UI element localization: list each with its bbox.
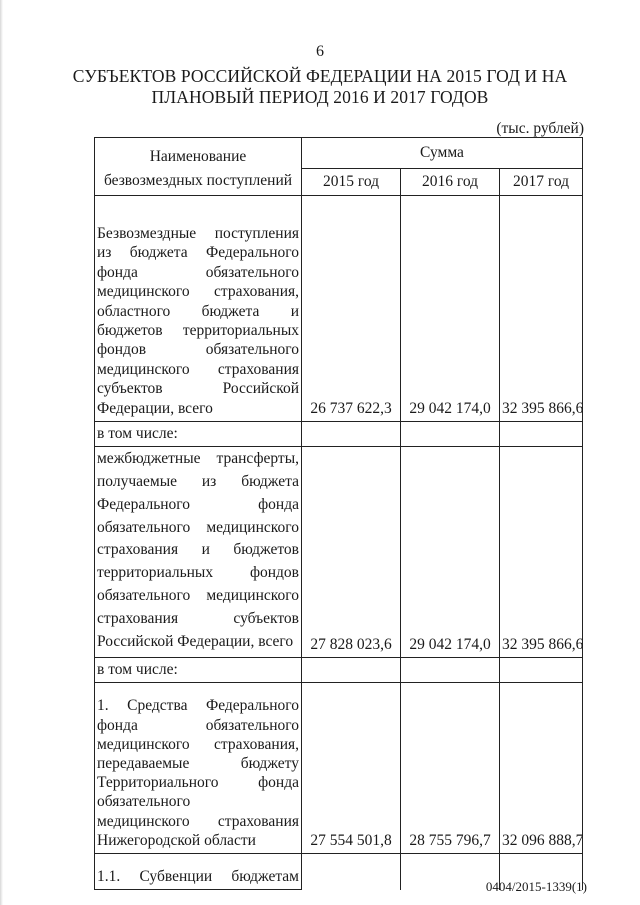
desc-line: передаваемые бюджету [97,754,299,772]
table-row [95,422,583,447]
empty-cell [302,658,401,683]
desc-line: межбюджетные трансферты, [97,449,299,467]
desc-line: медицинского страхования, [97,735,299,753]
desc-line: Безвозмездные поступления [97,224,299,242]
desc-line: фонда обязательного [97,263,299,281]
header-name-line-2: безвозмездных поступлений [103,171,293,189]
value-2017: 32 096 888,7 [500,683,583,854]
desc-line: 1.1. Субвенции бюджетам [97,868,299,885]
document-title [0,66,640,108]
desc-line: медицинского страхования [97,812,299,830]
table-row [95,683,583,854]
value-2016: 29 042 174,0 [401,196,500,422]
header-year-2017: 2017 год [500,169,583,196]
table-row [95,447,583,658]
desc-line: фондов обязательного [97,341,299,359]
table-header-row [95,138,583,169]
table-row [95,658,583,683]
desc-line: Федерального фонда [97,495,299,513]
value-2017: 32 395 866,6 [500,196,583,422]
revenue-table [94,137,583,890]
desc-line: обязательного медицинского [97,587,299,605]
empty-cell [500,658,583,683]
scan-edge [0,0,3,905]
header-year-2016: 2016 год [401,169,500,196]
desc-line: Территориального фонда [97,774,299,792]
empty-cell [401,422,500,447]
value-2015: 26 737 622,3 [302,196,401,422]
value-2015: 27 554 501,8 [302,683,401,854]
desc-line: обязательного медицинского [97,518,299,536]
empty-cell [401,854,500,890]
desc-line: областного бюджета и [97,302,299,320]
row-label: в том числе: [95,422,302,447]
desc-line: бюджетов территориальных [97,321,299,339]
header-name-cell [95,138,302,196]
row-description [95,196,302,422]
empty-cell [302,854,401,890]
row-description [95,683,302,854]
desc-line: медицинского страхования [97,360,299,378]
header-name-line-1: Наименование [149,147,247,165]
desc-line: территориальных фондов [97,564,299,582]
desc-line: получаемые из бюджета [97,472,299,490]
desc-line: обязательного [97,793,191,811]
desc-line: из бюджета Федерального [97,244,299,262]
desc-line: страхования и бюджетов [97,541,299,559]
empty-cell [500,422,583,447]
units-label: (тыс. рублей) [496,120,584,137]
header-sum-cell: Сумма [302,138,583,169]
desc-line: медицинского страхования, [97,283,299,301]
desc-line: Нижегородской области [97,831,256,849]
row-description [95,447,302,658]
empty-cell [302,422,401,447]
value-2016: 29 042 174,0 [401,447,500,658]
desc-line: фонда обязательного [97,716,299,734]
desc-line: Российской Федерации, всего [97,633,294,651]
desc-line: страхования субъектов [97,610,299,628]
table-row [95,196,583,422]
header-year-2015: 2015 год [302,169,401,196]
title-line-1: СУБЪЕКТОВ РОССИЙСКОЙ ФЕДЕРАЦИИ НА 2015 ГОД И НА [72,66,568,86]
value-2015: 27 828 023,6 [302,447,401,658]
row-label: в том числе: [95,658,302,683]
title-line-2: ПЛАНОВЫЙ ПЕРИОД 2016 И 2017 ГОДОВ [151,87,489,107]
desc-line: 1. Средства Федерального [97,697,299,715]
desc-line: Федерации, всего [97,399,213,417]
empty-cell [401,658,500,683]
desc-line: субъектов Российской [97,380,299,398]
footer-code: 0404/2015-1339(1) [485,879,587,894]
page-number: 6 [316,43,324,60]
value-2017: 32 395 866,6 [500,447,583,658]
value-2016: 28 755 796,7 [401,683,500,854]
row-description [95,854,302,890]
